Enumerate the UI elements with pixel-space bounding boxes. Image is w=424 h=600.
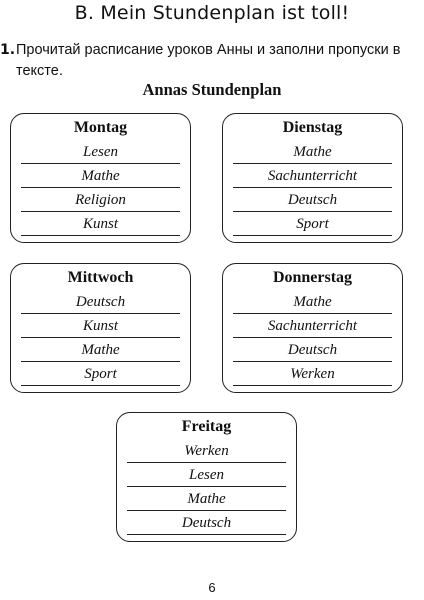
lesson-line: Werken: [233, 363, 392, 386]
lesson-line: Mathe: [21, 165, 180, 188]
lesson-line: Deutsch: [233, 339, 392, 362]
lesson-line: Sachunterricht: [233, 315, 392, 338]
day-name: Montag: [73, 119, 128, 136]
lesson-line: Sport: [233, 213, 392, 236]
lesson-line: Deutsch: [21, 291, 180, 314]
lesson-line: Lesen: [127, 464, 286, 487]
day-name: Freitag: [181, 418, 232, 435]
day-box-montag: [10, 113, 191, 243]
lesson-line: Deutsch: [127, 512, 286, 535]
day-name: Mittwoch: [67, 269, 134, 286]
lesson-line: Mathe: [233, 291, 392, 314]
day-name: Donnerstag: [272, 269, 353, 286]
lesson-line: Kunst: [21, 213, 180, 236]
page-number: 6: [208, 580, 216, 595]
day-box-freitag: [116, 412, 297, 542]
day-name: Dienstag: [282, 119, 343, 136]
task-number: 1.: [0, 42, 16, 58]
lesson-line: Mathe: [233, 141, 392, 164]
day-box-dienstag: [222, 113, 403, 243]
lesson-line: Deutsch: [233, 189, 392, 212]
lesson-line: Lesen: [21, 141, 180, 164]
lesson-line: Mathe: [21, 339, 180, 362]
lesson-line: Sachunterricht: [233, 165, 392, 188]
day-box-donnerstag: [222, 263, 403, 393]
day-box-mittwoch: [10, 263, 191, 393]
schedule-title: Annas Stundenplan: [142, 80, 282, 99]
lesson-line: Mathe: [127, 488, 286, 511]
lesson-line: Kunst: [21, 315, 180, 338]
lesson-line: Werken: [127, 440, 286, 463]
task-instruction: Прочитай расписание уроков Анны и заполни пропуски в тексте.: [16, 42, 401, 79]
lesson-line: Religion: [21, 189, 180, 212]
page-title: B. Mein Stundenplan ist toll!: [74, 2, 350, 24]
lesson-line: Sport: [21, 363, 180, 386]
